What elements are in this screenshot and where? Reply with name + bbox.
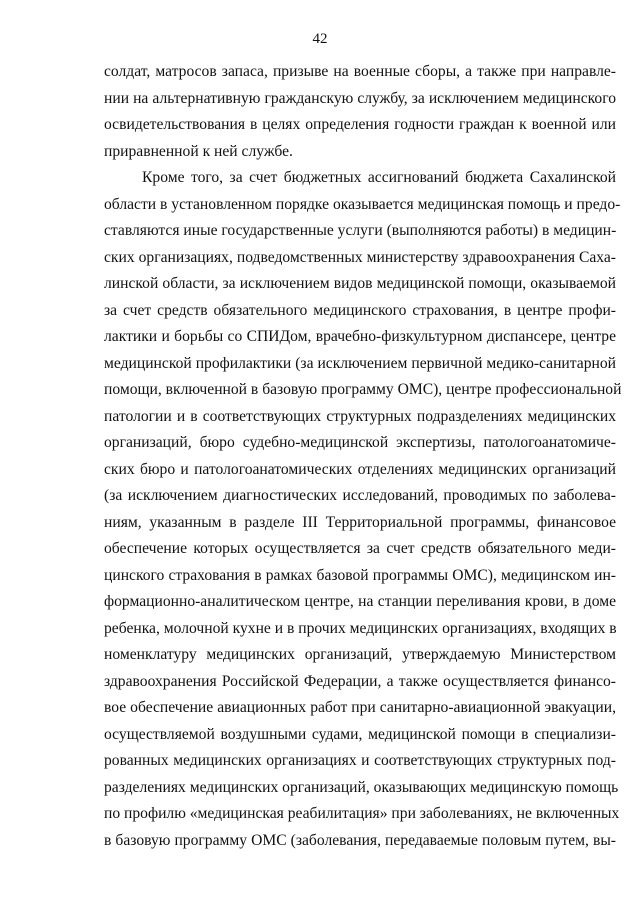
text-line: ребенка, молочной кухне и в прочих медицинских организациях, входящих в bbox=[104, 619, 617, 637]
text-line: вое обеспечение авиационных работ при санитарно-авиационной эвакуации, bbox=[104, 699, 616, 716]
paragraph bbox=[104, 165, 622, 854]
text-line: в базовую программу ОМС (заболевания, передаваемые половым путем, вы- bbox=[104, 831, 616, 849]
text-line: рованных медицинских организациях и соответствующих структурных под- bbox=[104, 752, 616, 769]
text-line: освидетельствования в целях определения годности граждан к военной или bbox=[104, 116, 616, 133]
text-line: ниям, указанным в разделе III Территориальной программы, финансовое bbox=[104, 513, 616, 531]
text-line: лактики и борьбы со СПИДом, врачебно-физкультурном диспансере, центре bbox=[104, 328, 616, 345]
text-line: (за исключением диагностических исследований, проводимых по заболева- bbox=[104, 487, 616, 504]
text-line: за счет средств обязательного медицинского страхования, в центре профи- bbox=[104, 301, 616, 319]
text-line: ских бюро и патологоанатомических отделениях медицинских организаций bbox=[104, 460, 616, 478]
body-text bbox=[104, 59, 622, 854]
page-number: 42 bbox=[312, 31, 328, 47]
text-line: по профилю «медицинская реабилитация» при заболеваниях, не включенных bbox=[104, 805, 620, 822]
text-line: нии на альтернативную гражданскую службу, за исключением медицинского bbox=[104, 89, 616, 107]
text-line: обеспечение которых осуществляется за счет средств обязательного меди- bbox=[104, 540, 616, 557]
text-line: патологии и в соответствующих структурных подразделениях медицинских bbox=[104, 407, 616, 425]
text-line: разделениях медицинских организаций, оказывающих медицинскую помощь bbox=[104, 778, 619, 796]
text-line: осуществляемой воздушными судами, медицинской помощи в специализи- bbox=[104, 725, 616, 743]
text-line: Кроме того, за счет бюджетных ассигнований бюджета Сахалинской bbox=[142, 169, 616, 186]
text-line: медицинской профилактики (за исключением первичной медико-санитарной bbox=[104, 354, 616, 372]
text-line: ских организациях, подведомственных министерству здравоохранения Саха- bbox=[104, 248, 616, 266]
paragraph bbox=[104, 59, 616, 165]
text-line: цинского страхования в рамках базовой программы ОМС), медицинском ин- bbox=[104, 566, 616, 584]
text-line: области в установленном порядке оказывается медицинская помощь и предо- bbox=[104, 195, 621, 213]
text-line: помощи, включенной в базовую программу ОМС), центре профессиональной bbox=[104, 381, 622, 398]
text-line: формационно-аналитическом центре, на станции переливания крови, в доме bbox=[104, 593, 616, 610]
text-line: линской области, за исключением видов медицинской помощи, оказываемой bbox=[104, 275, 616, 292]
text-line: солдат, матросов запаса, призыве на военные сборы, а также при направле- bbox=[104, 63, 616, 80]
text-line: номенклатуру медицинских организаций, утверждаемую Министерством bbox=[104, 646, 616, 663]
text-line: приравненной к ней службе. bbox=[104, 142, 293, 160]
text-line: организаций, бюро судебно-медицинской экспертизы, патологоанатомиче- bbox=[104, 434, 616, 451]
text-line: ставляются иные государственные услуги (выполняются работы) в медицин- bbox=[104, 222, 617, 239]
text-line: здравоохранения Российской Федерации, а также осуществляется финансо- bbox=[104, 672, 616, 690]
